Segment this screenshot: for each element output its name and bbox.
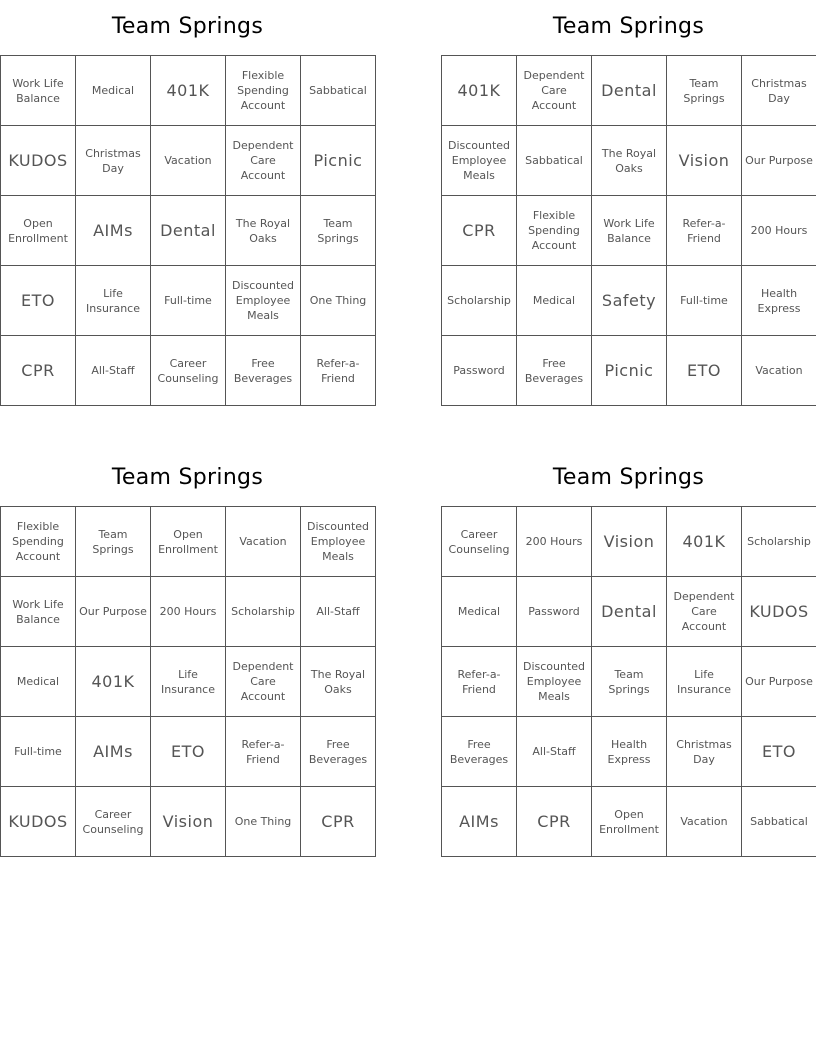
bingo-cell: CPR <box>517 787 592 857</box>
bingo-cell: Dependent Care Account <box>226 126 301 196</box>
card-title: Team Springs <box>111 14 264 39</box>
bingo-cell: Dental <box>592 56 667 126</box>
bingo-cell: One Thing <box>226 787 301 857</box>
bingo-cell: Health Express <box>592 717 667 787</box>
bingo-cell: Team Springs <box>592 647 667 717</box>
bingo-card <box>0 0 375 406</box>
bingo-cell: Vacation <box>226 507 301 577</box>
card-title: Team Springs <box>552 465 705 490</box>
bingo-grid <box>0 506 376 857</box>
bingo-cell: Career Counseling <box>151 336 226 406</box>
bingo-cell: Christmas Day <box>76 126 151 196</box>
bingo-cell: The Royal Oaks <box>226 196 301 266</box>
bingo-cell: The Royal Oaks <box>301 647 376 717</box>
bingo-cell: Life Insurance <box>151 647 226 717</box>
bingo-cell: Work Life Balance <box>1 56 76 126</box>
bingo-cell: The Royal Oaks <box>592 126 667 196</box>
bingo-cell: 401K <box>667 507 742 577</box>
bingo-cell: KUDOS <box>1 787 76 857</box>
bingo-card <box>441 451 816 857</box>
bingo-cell: Vacation <box>151 126 226 196</box>
bingo-cell: Health Express <box>742 266 816 336</box>
bingo-cell: Dependent Care Account <box>667 577 742 647</box>
bingo-cell: Full-time <box>1 717 76 787</box>
bingo-cell: Discounted Employee Meals <box>442 126 517 196</box>
bingo-cell: Work Life Balance <box>592 196 667 266</box>
bingo-cell: Free Beverages <box>517 336 592 406</box>
bingo-cell: Christmas Day <box>667 717 742 787</box>
bingo-cell: Team Springs <box>301 196 376 266</box>
bingo-cell: Medical <box>76 56 151 126</box>
bingo-cell: Open Enrollment <box>1 196 76 266</box>
bingo-cell: Scholarship <box>226 577 301 647</box>
bingo-cell: CPR <box>301 787 376 857</box>
bingo-cell: Team Springs <box>667 56 742 126</box>
bingo-cell: Vacation <box>667 787 742 857</box>
bingo-cell: Flexible Spending Account <box>517 196 592 266</box>
bingo-cell: Career Counseling <box>442 507 517 577</box>
bingo-card <box>0 451 375 857</box>
bingo-cell: Password <box>442 336 517 406</box>
bingo-cell: KUDOS <box>742 577 816 647</box>
bingo-cell: Refer-a-Friend <box>226 717 301 787</box>
bingo-cell: Open Enrollment <box>592 787 667 857</box>
bingo-cell: 200 Hours <box>517 507 592 577</box>
bingo-grid <box>441 506 816 857</box>
bingo-cell: Flexible Spending Account <box>226 56 301 126</box>
bingo-cell: Dependent Care Account <box>517 56 592 126</box>
bingo-cell: Free Beverages <box>301 717 376 787</box>
bingo-cell: Life Insurance <box>76 266 151 336</box>
bingo-cell: Sabbatical <box>742 787 816 857</box>
bingo-cell: Our Purpose <box>742 647 816 717</box>
bingo-cell: One Thing <box>301 266 376 336</box>
card-title: Team Springs <box>111 465 264 490</box>
bingo-cell: 401K <box>76 647 151 717</box>
bingo-cell: Career Counseling <box>76 787 151 857</box>
bingo-cell: 200 Hours <box>151 577 226 647</box>
bingo-cell: Discounted Employee Meals <box>226 266 301 336</box>
bingo-cell: Refer-a-Friend <box>442 647 517 717</box>
bingo-cell: Christmas Day <box>742 56 816 126</box>
bingo-cell: Our Purpose <box>742 126 816 196</box>
bingo-cell: Safety <box>592 266 667 336</box>
bingo-cell: AIMs <box>76 196 151 266</box>
bingo-cell: CPR <box>1 336 76 406</box>
bingo-cell: KUDOS <box>1 126 76 196</box>
bingo-cell: 401K <box>442 56 517 126</box>
bingo-cell: Password <box>517 577 592 647</box>
bingo-cell: Refer-a-Friend <box>667 196 742 266</box>
bingo-cell: Work Life Balance <box>1 577 76 647</box>
bingo-cell: Full-time <box>151 266 226 336</box>
bingo-card <box>441 0 816 406</box>
bingo-cell: Discounted Employee Meals <box>301 507 376 577</box>
bingo-cell: Picnic <box>301 126 376 196</box>
bingo-cell: CPR <box>442 196 517 266</box>
bingo-cell: Dependent Care Account <box>226 647 301 717</box>
bingo-cell: Picnic <box>592 336 667 406</box>
bingo-cell: Vision <box>667 126 742 196</box>
bingo-cell: Sabbatical <box>517 126 592 196</box>
bingo-cell: Flexible Spending Account <box>1 507 76 577</box>
bingo-cell: 401K <box>151 56 226 126</box>
bingo-cell: Full-time <box>667 266 742 336</box>
bingo-cell: Dental <box>592 577 667 647</box>
bingo-cell: ETO <box>742 717 816 787</box>
bingo-cell: Free Beverages <box>226 336 301 406</box>
bingo-cell: ETO <box>667 336 742 406</box>
bingo-cell: All-Staff <box>301 577 376 647</box>
bingo-cell: Medical <box>1 647 76 717</box>
bingo-cell: Life Insurance <box>667 647 742 717</box>
bingo-grid <box>441 55 816 406</box>
bingo-cell: Discounted Employee Meals <box>517 647 592 717</box>
bingo-cell: Scholarship <box>442 266 517 336</box>
bingo-cell: Medical <box>442 577 517 647</box>
bingo-cell: Vision <box>151 787 226 857</box>
bingo-cell: Free Beverages <box>442 717 517 787</box>
bingo-cell: Team Springs <box>76 507 151 577</box>
bingo-cell: AIMs <box>442 787 517 857</box>
bingo-cell: ETO <box>151 717 226 787</box>
bingo-cell: Dental <box>151 196 226 266</box>
bingo-cell: Refer-a-Friend <box>301 336 376 406</box>
bingo-cell: All-Staff <box>76 336 151 406</box>
bingo-cell: AIMs <box>76 717 151 787</box>
bingo-cell: Our Purpose <box>76 577 151 647</box>
bingo-cell: ETO <box>1 266 76 336</box>
bingo-cell: All-Staff <box>517 717 592 787</box>
card-title: Team Springs <box>552 14 705 39</box>
bingo-cell: Medical <box>517 266 592 336</box>
bingo-cell: Sabbatical <box>301 56 376 126</box>
bingo-cell: Vision <box>592 507 667 577</box>
bingo-cell: Open Enrollment <box>151 507 226 577</box>
bingo-cell: 200 Hours <box>742 196 816 266</box>
bingo-grid <box>0 55 376 406</box>
bingo-cell: Scholarship <box>742 507 816 577</box>
bingo-cell: Vacation <box>742 336 816 406</box>
